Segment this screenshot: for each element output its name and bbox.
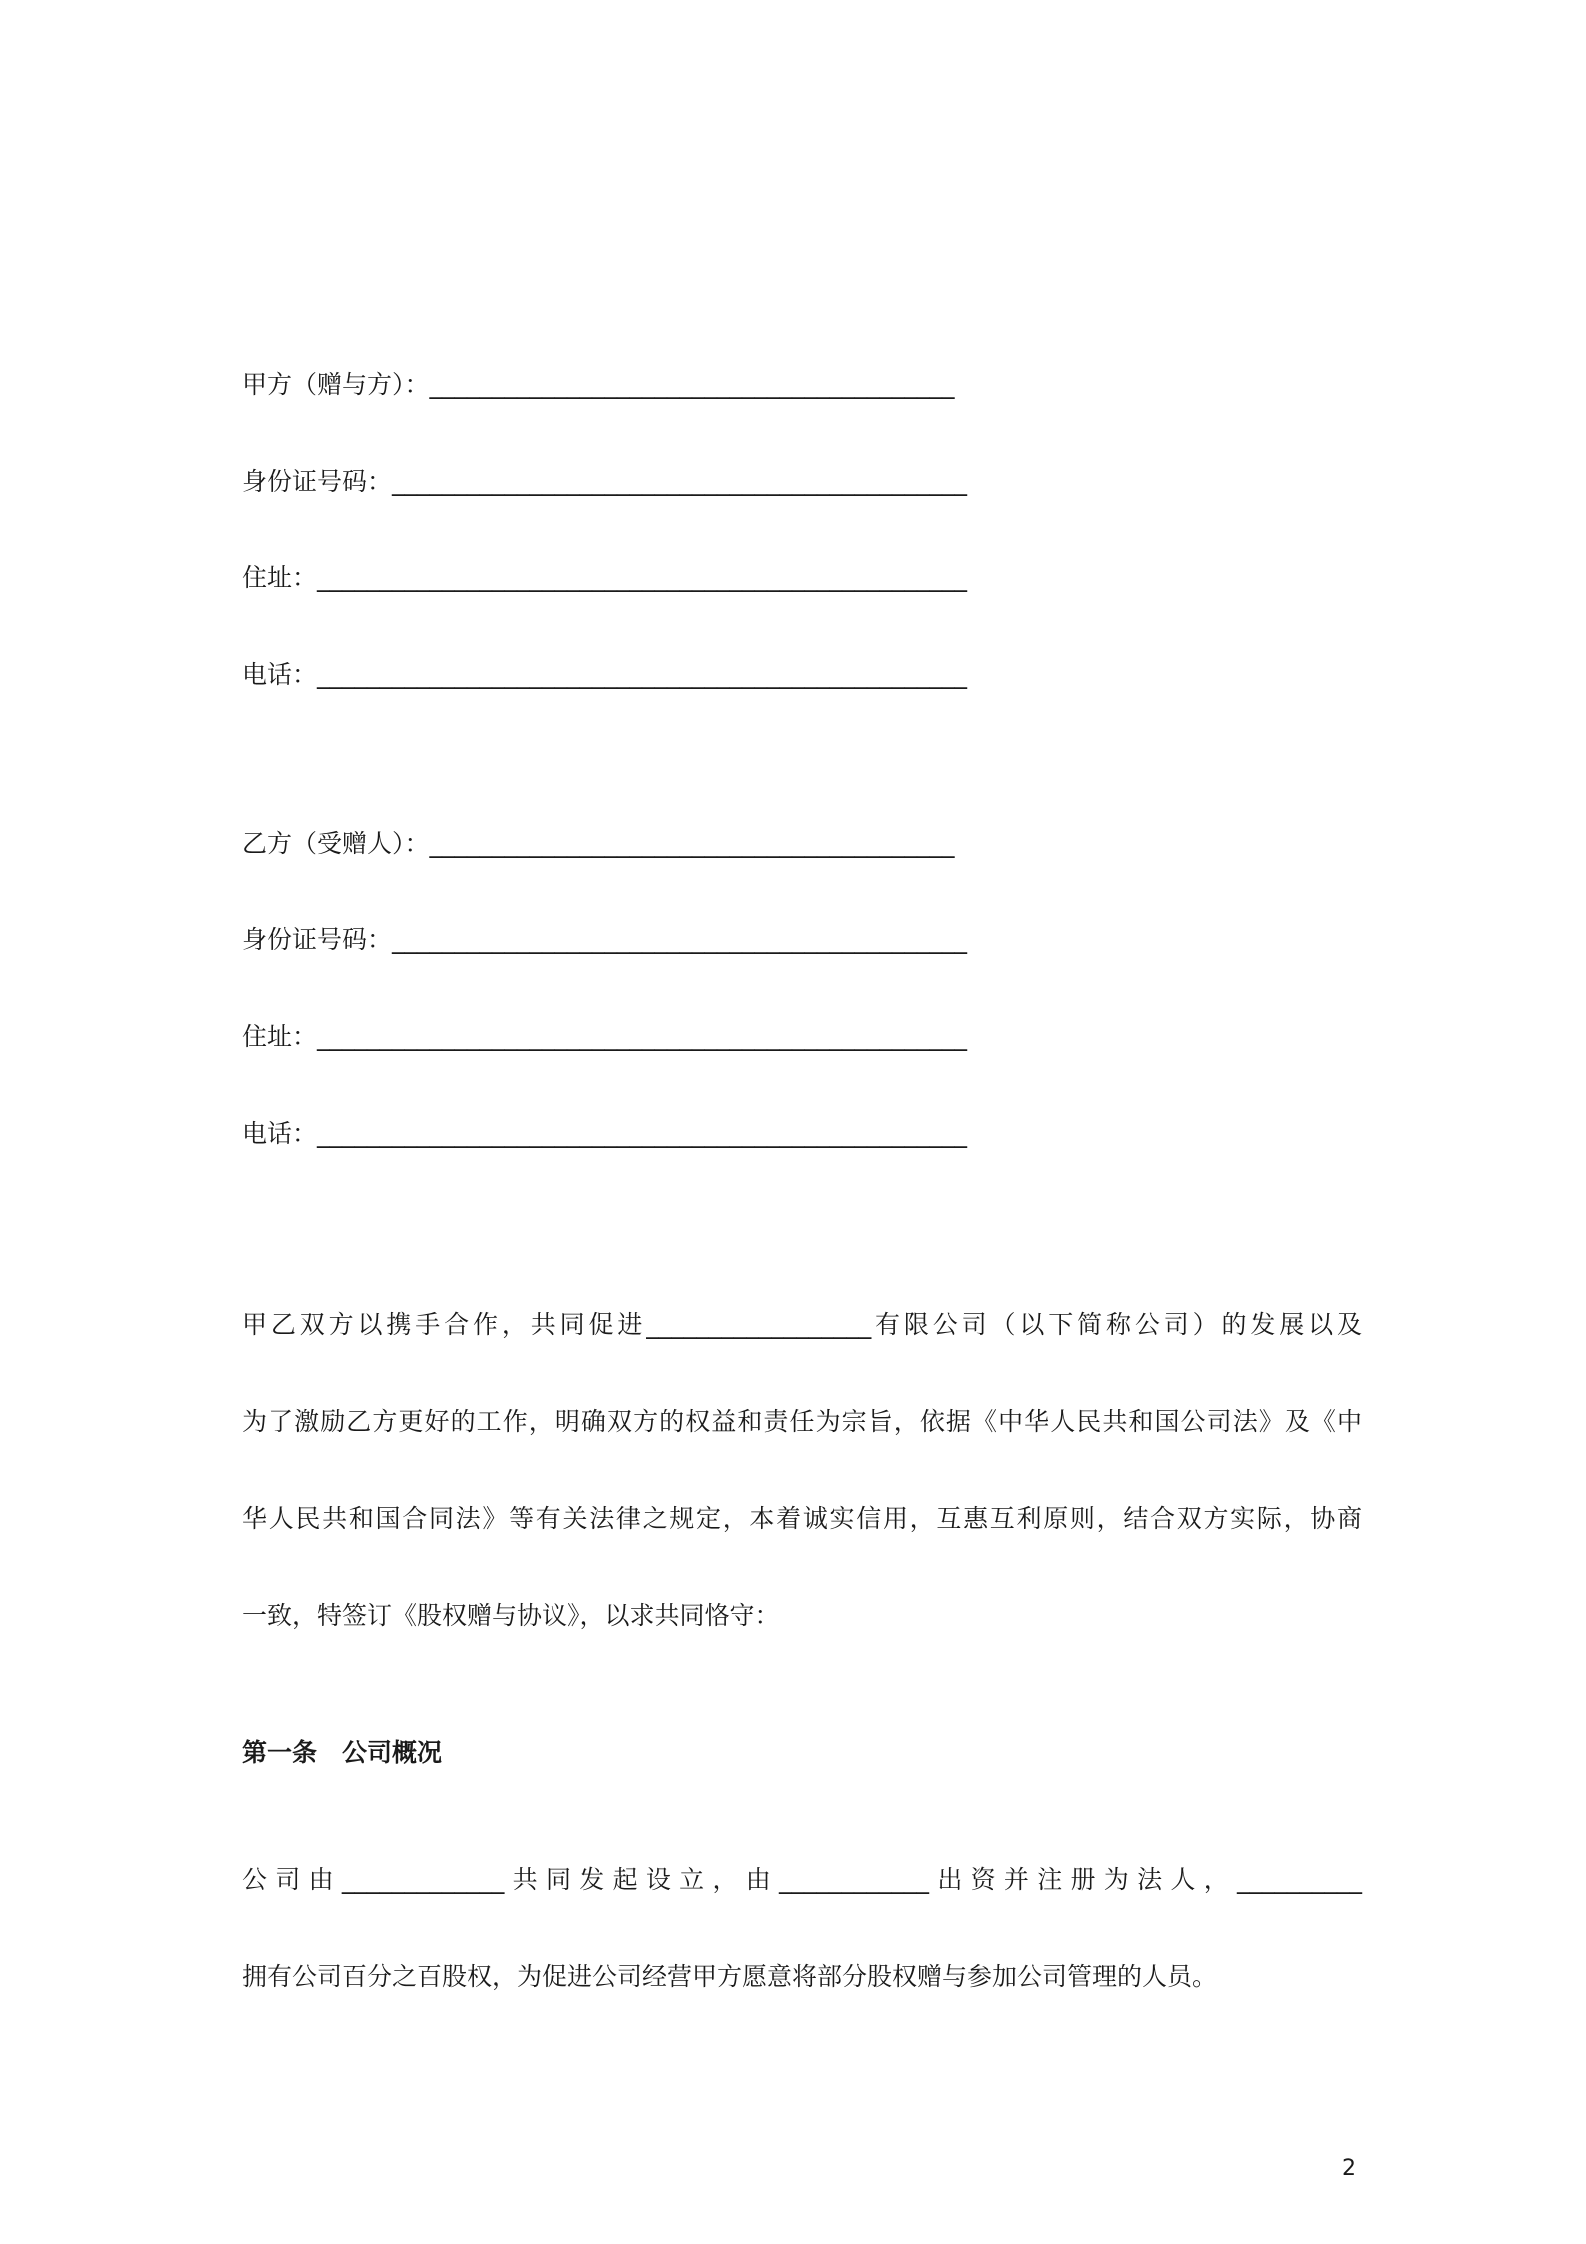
- article-1-line: 拥有公司百分之百股权，为促进公司经营甲方愿意将部分股权赠与参加公司管理的人员。: [242, 1962, 1218, 1991]
- party-a-address-field: 住址：____________________________________________________: [242, 563, 968, 592]
- article-1-paragraph: [242, 1831, 1362, 2025]
- party-a-phone-field: 电话：____________________________________________________: [242, 660, 968, 689]
- article-1-line: 公司由_____________共同发起设立，由____________出资并注册为法人，__________: [242, 1865, 1362, 1894]
- preamble-line: 为了激励乙方更好的工作，明确双方的权益和责任为宗旨，依据《中华人民共和国公司法》及《中: [242, 1407, 1362, 1436]
- article-1-heading: 第一条 公司概况: [242, 1738, 443, 1767]
- party-b-phone-field: 电话：____________________________________________________: [242, 1119, 968, 1148]
- party-a-name-field: 甲方（赠与方）：__________________________________________: [242, 370, 955, 399]
- preamble-line: 甲乙双方以携手合作，共同促进__________________有限公司（以下简称公司）的发展以及: [242, 1310, 1362, 1339]
- party-a-id-field: 身份证号码：______________________________________________: [242, 467, 968, 496]
- party-b-name-field: 乙方（受赠人）：__________________________________________: [242, 829, 955, 858]
- page-number: 2: [1342, 2156, 1356, 2181]
- preamble-paragraph: [242, 1276, 1362, 1664]
- preamble-line: 一致，特签订《股权赠与协议》，以求共同恪守：: [242, 1601, 780, 1630]
- party-b-id-field: 身份证号码：______________________________________________: [242, 925, 968, 954]
- preamble-line: 华人民共和国合同法》等有关法律之规定，本着诚实信用，互惠互利原则，结合双方实际，协商: [242, 1504, 1362, 1533]
- party-b-address-field: 住址：____________________________________________________: [242, 1022, 968, 1051]
